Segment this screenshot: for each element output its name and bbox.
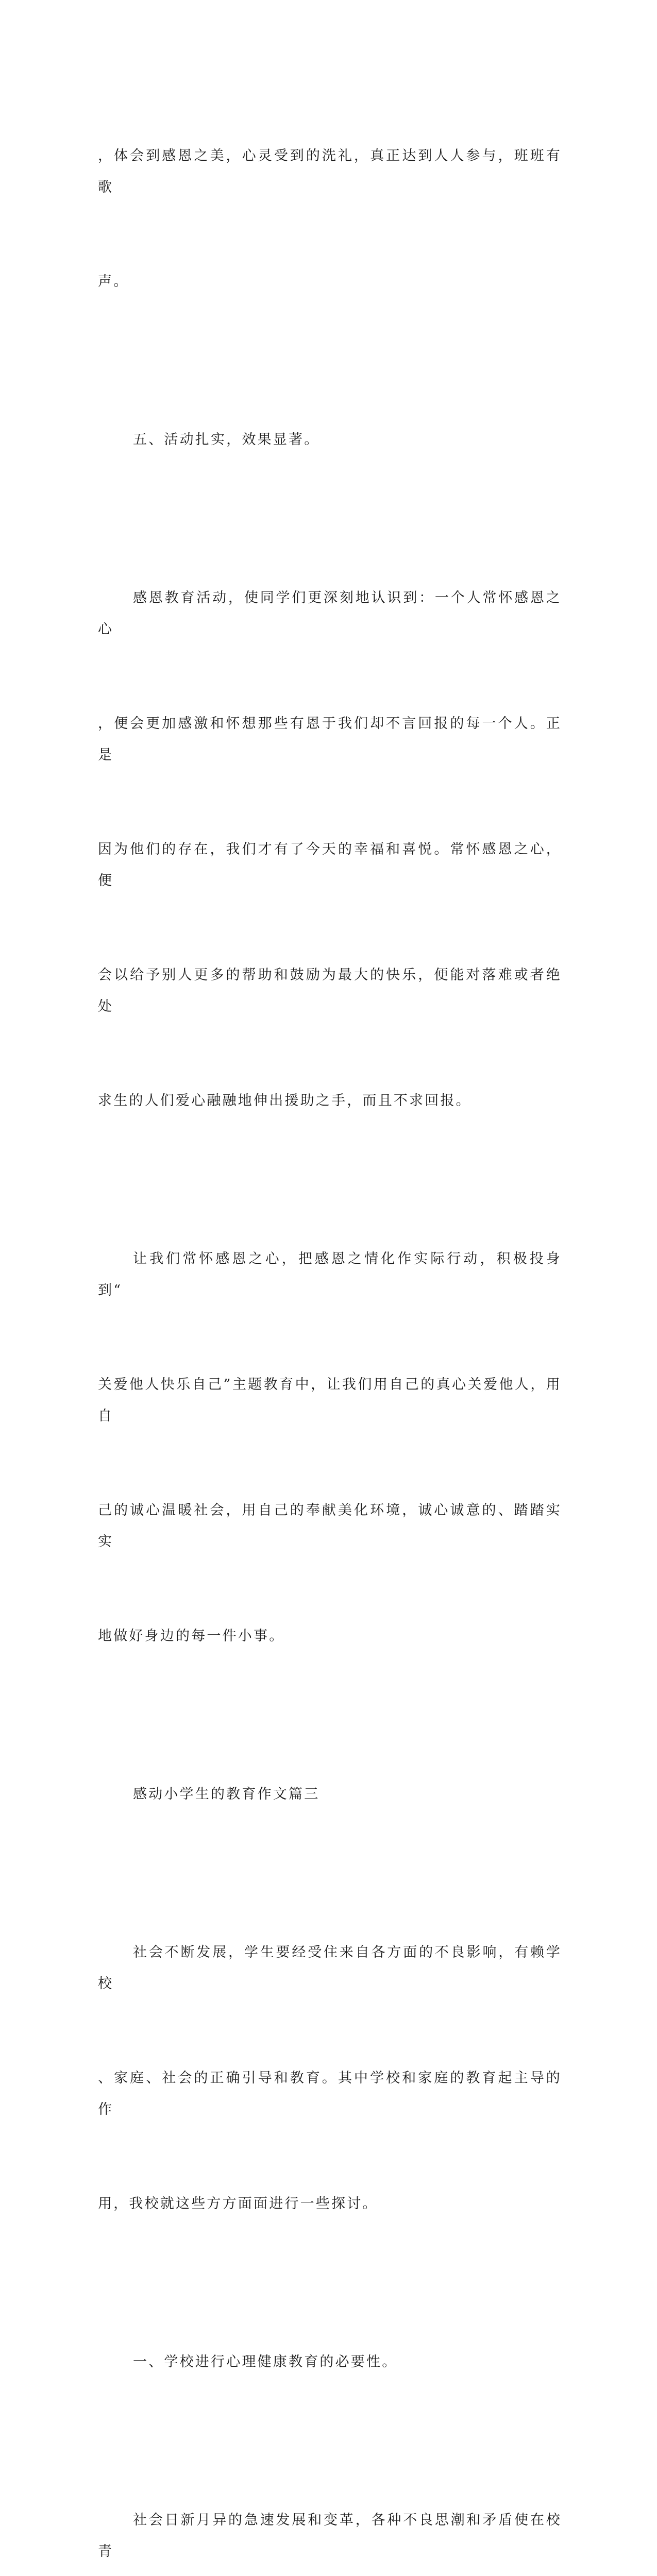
text-line: 关爱他人快乐自己”主题教育中，让我们用自己的真心关爱他人，用自 xyxy=(98,1377,562,1424)
section-heading-5 xyxy=(98,361,562,518)
paragraph-1 xyxy=(98,77,562,360)
text-line: ，体会到感恩之美，心灵受到的洗礼，真正达到人人参与，班班有歌 xyxy=(98,148,562,195)
text-line: 让我们常怀感恩之心，把感恩之情化作实际行动，积极投身到“ xyxy=(98,1251,562,1298)
text-line: 社会不断发展，学生要经受住来自各方面的不良影响，有赖学校 xyxy=(98,1944,562,1992)
text-line: 地做好身边的每一件小事。 xyxy=(98,1628,285,1644)
text-line: 一、学校进行心理健康教育的必要性。 xyxy=(133,2354,398,2370)
text-line: 声。 xyxy=(98,274,129,290)
article-title xyxy=(98,1716,562,1873)
text-line: ，便会更加感激和怀想那些有恩于我们却不言回报的每一个人。正是 xyxy=(98,716,562,763)
text-line: 用，我校就这些方方面面进行一些探讨。 xyxy=(98,2196,378,2212)
text-line: 因为他们的存在，我们才有了今天的幸福和喜悦。常怀感恩之心，便 xyxy=(98,841,562,889)
section-heading-1 xyxy=(98,2283,562,2441)
paragraph-3 xyxy=(98,519,562,1179)
text-line: 求生的人们爱心融融地伸出援助之手，而且不求回报。 xyxy=(98,1093,471,1109)
text-line: 己的诚心温暖社会，用自己的奉献美化环境，诚心诚意的、踏踏实实 xyxy=(98,1502,562,1550)
document-page xyxy=(98,77,562,2576)
paragraph-8 xyxy=(98,2442,562,2576)
text-line: 社会日新月异的急速发展和变革，各种不良思潮和矛盾使在校青 xyxy=(98,2512,562,2560)
text-line: 、家庭、社会的正确引导和教育。其中学校和家庭的教育起主导的作 xyxy=(98,2070,562,2117)
text-line: 感动小学生的教育作文篇三 xyxy=(133,1786,320,1802)
text-line: 感恩教育活动，使同学们更深刻地认识到：一个人常怀感恩之心 xyxy=(98,590,562,637)
paragraph-4 xyxy=(98,1180,562,1715)
text-line: 会以给予别人更多的帮助和鼓励为最大的快乐，便能对落难或者绝处 xyxy=(98,967,562,1014)
text-line: 五、活动扎实，效果显著。 xyxy=(133,432,320,448)
paragraph-6 xyxy=(98,1874,562,2282)
